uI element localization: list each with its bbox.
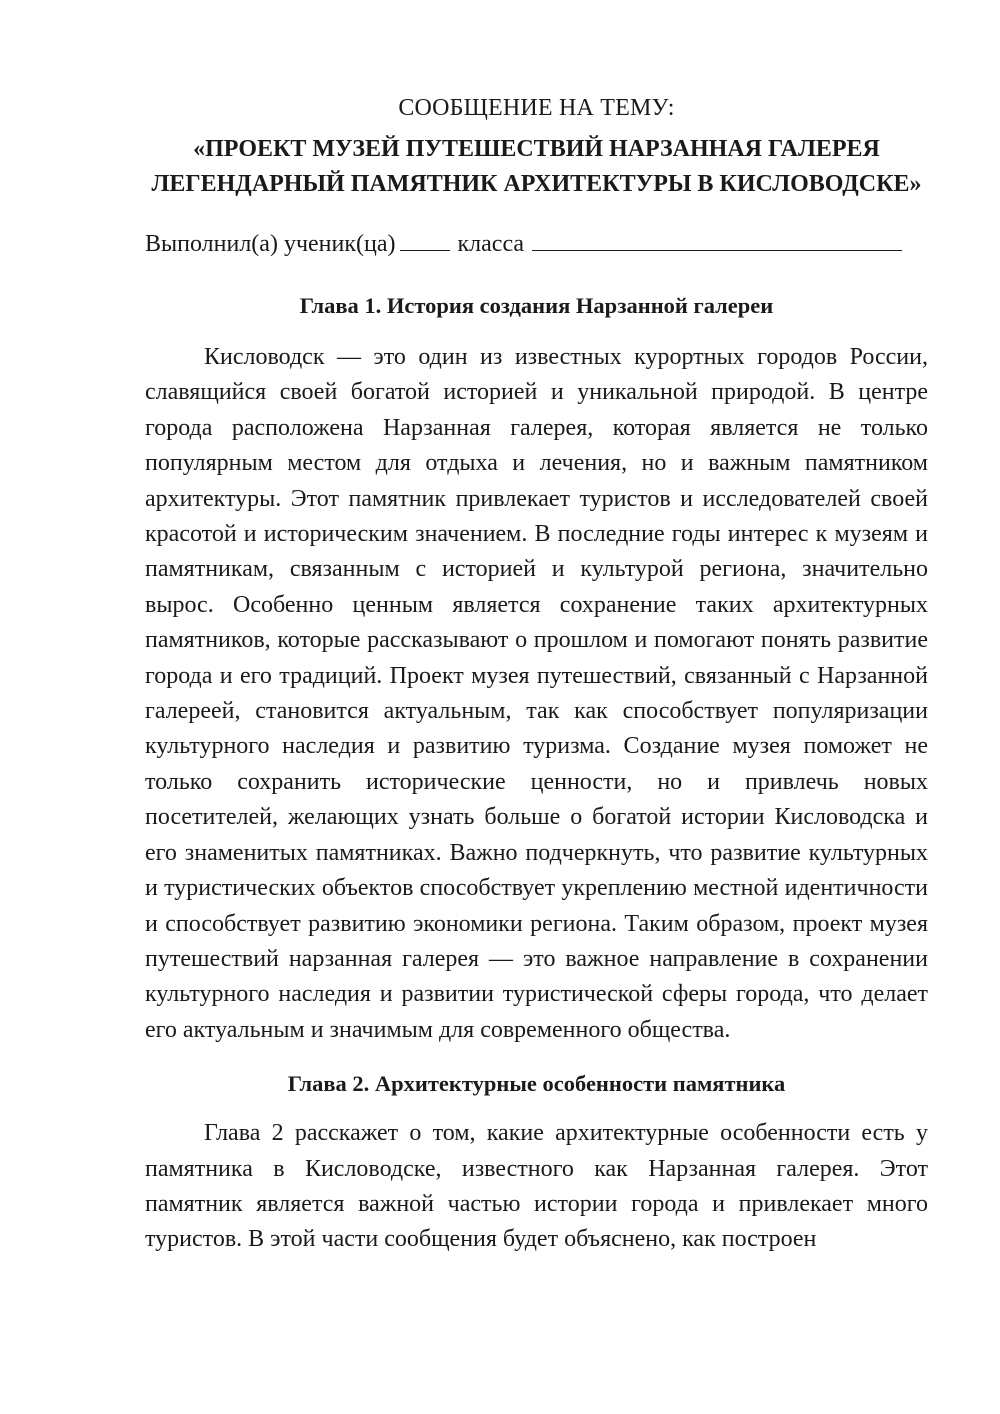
- author-line: [145, 228, 928, 260]
- document-title-line-1: «ПРОЕКТ МУЗЕЙ ПУТЕШЕСТВИЙ НАРЗАННАЯ ГАЛЕРЕЯ: [193, 136, 880, 162]
- chapter-1-text: Кисловодск — это один из известных курортных городов России, славящийся своей богатой историей и уникальной природой. В центре города расположена Нарзанная галерея, которая является не только популярным местом для отдыха и лечения, но и важным памятником архитектуры. Этот памятник привлекает туристов и исследователей своей красотой и историческим значением. В последние годы интерес к музеям и памятникам, связанным с историей и культурой региона, значительно вырос. Особенно ценным является сохранение таких архитектурных памятников, которые рассказывают о прошлом и помогают понять развитие города и его традиций. Проект музея путешествий, связанный с Нарзанной галереей, становится актуальным, так как способствует популяризации культурного наследия и развитию туризма. Создание музея поможет не только сохранить исторические ценности, но и привлечь новых посетителей, желающих узнать больше о богатой истории Кисловодска и его знаменитых памятниках. Важно подчеркнуть, что развитие культурных и туристических объектов способствует укреплению местной идентичности и способствует развитию экономики региона. Таким образом, проект музея путешествий нарзанная галерея — это важное направление в сохранении культурного наследия и развитии туристической сферы города, что делает его актуальным и значимым для современного общества.: [145, 344, 928, 1043]
- chapter-1-title: Глава 1. История создания Нарзанной галереи: [299, 293, 774, 318]
- document-subtitle: СООБЩЕНИЕ НА ТЕМУ:: [398, 95, 675, 121]
- chapter-2-text: Глава 2 расскажет о том, какие архитектурные особенности есть у памятника в Кисловодске, известного как Нарзанная галерея. Этот памятник является важной частью истории города и привлекает много туристов. В этой части сообщения будет объяснено, как построен: [145, 1120, 928, 1253]
- author-prefix: Выполнил(а) ученик(ца): [145, 231, 396, 257]
- document-title-line-2: ЛЕГЕНДАРНЫЙ ПАМЯТНИК АРХИТЕКТУРЫ В КИСЛОВОДСКЕ»: [151, 171, 922, 197]
- document-page: [145, 92, 928, 1258]
- class-number-blank: [400, 228, 450, 251]
- chapter-2-title: Глава 2. Архитектурные особенности памятника: [287, 1071, 786, 1097]
- author-middle: класса: [457, 231, 525, 257]
- student-name-blank: [532, 228, 902, 251]
